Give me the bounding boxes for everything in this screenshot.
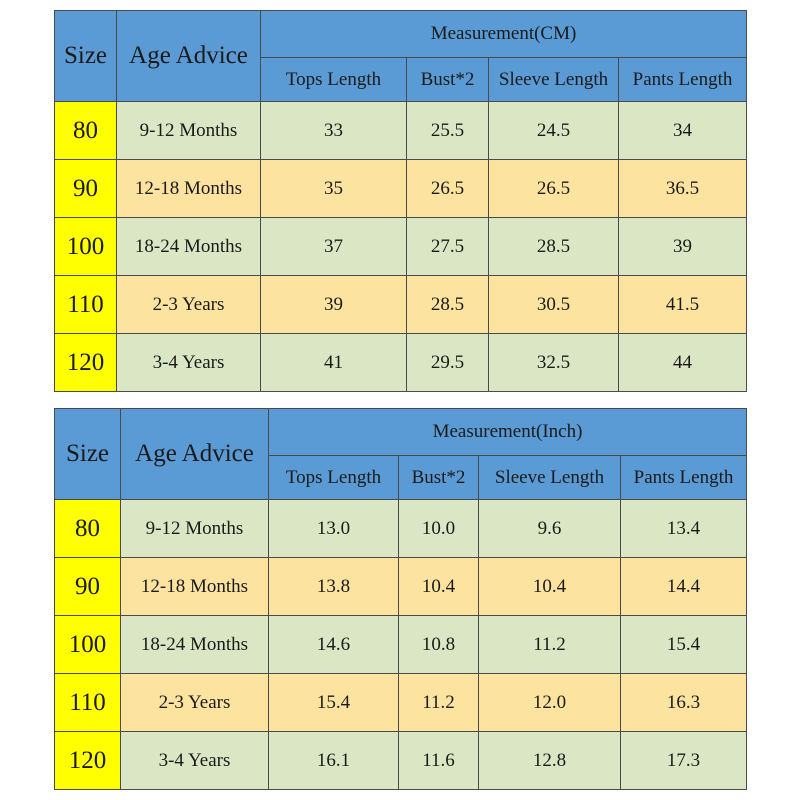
- sleeve-length-value: 12.0: [479, 674, 621, 732]
- tops-length-value: 33: [261, 102, 407, 160]
- header-sleeve-length: Sleeve Length: [479, 456, 621, 500]
- size-value: 80: [55, 102, 117, 160]
- sleeve-length-value: 26.5: [489, 160, 619, 218]
- header-tops-length: Tops Length: [269, 456, 399, 500]
- header-measurement-group: Measurement(CM): [261, 11, 747, 58]
- pants-length-value: 16.3: [621, 674, 747, 732]
- size-chart-cm: [54, 10, 747, 392]
- table-row: [55, 160, 747, 218]
- size-value: 110: [55, 276, 117, 334]
- header-measurement-group: Measurement(Inch): [269, 409, 747, 456]
- bust-value: 27.5: [407, 218, 489, 276]
- pants-length-value: 17.3: [621, 732, 747, 790]
- bust-value: 10.0: [399, 500, 479, 558]
- table-row: [55, 276, 747, 334]
- tops-length-value: 13.8: [269, 558, 399, 616]
- bust-value: 11.6: [399, 732, 479, 790]
- tops-length-value: 35: [261, 160, 407, 218]
- bust-value: 25.5: [407, 102, 489, 160]
- tops-length-value: 13.0: [269, 500, 399, 558]
- table-row: [55, 218, 747, 276]
- tops-length-value: 16.1: [269, 732, 399, 790]
- tops-length-value: 37: [261, 218, 407, 276]
- pants-length-value: 34: [619, 102, 747, 160]
- size-value: 120: [55, 732, 121, 790]
- size-value: 100: [55, 616, 121, 674]
- table-row: [55, 500, 747, 558]
- tops-length-value: 15.4: [269, 674, 399, 732]
- age-value: 18-24 Months: [117, 218, 261, 276]
- tops-length-value: 14.6: [269, 616, 399, 674]
- tops-length-value: 39: [261, 276, 407, 334]
- pants-length-value: 15.4: [621, 616, 747, 674]
- pants-length-value: 44: [619, 334, 747, 392]
- age-value: 2-3 Years: [117, 276, 261, 334]
- header-age-advice: Age Advice: [117, 11, 261, 102]
- tops-length-value: 41: [261, 334, 407, 392]
- header-age-advice: Age Advice: [121, 409, 269, 500]
- sleeve-length-value: 12.8: [479, 732, 621, 790]
- age-value: 3-4 Years: [117, 334, 261, 392]
- table-row: [55, 616, 747, 674]
- age-value: 9-12 Months: [121, 500, 269, 558]
- bust-value: 10.4: [399, 558, 479, 616]
- sleeve-length-value: 11.2: [479, 616, 621, 674]
- pants-length-value: 14.4: [621, 558, 747, 616]
- size-value: 110: [55, 674, 121, 732]
- sleeve-length-value: 10.4: [479, 558, 621, 616]
- bust-value: 29.5: [407, 334, 489, 392]
- bust-value: 11.2: [399, 674, 479, 732]
- header-size: Size: [55, 11, 117, 102]
- sleeve-length-value: 32.5: [489, 334, 619, 392]
- age-value: 3-4 Years: [121, 732, 269, 790]
- header-bust: Bust*2: [407, 58, 489, 102]
- bust-value: 28.5: [407, 276, 489, 334]
- sleeve-length-value: 30.5: [489, 276, 619, 334]
- size-value: 90: [55, 160, 117, 218]
- size-value: 80: [55, 500, 121, 558]
- sleeve-length-value: 28.5: [489, 218, 619, 276]
- pants-length-value: 39: [619, 218, 747, 276]
- size-value: 100: [55, 218, 117, 276]
- table-row: [55, 732, 747, 790]
- pants-length-value: 41.5: [619, 276, 747, 334]
- age-value: 12-18 Months: [117, 160, 261, 218]
- sleeve-length-value: 24.5: [489, 102, 619, 160]
- header-size: Size: [55, 409, 121, 500]
- table-row: [55, 102, 747, 160]
- age-value: 12-18 Months: [121, 558, 269, 616]
- age-value: 9-12 Months: [117, 102, 261, 160]
- table-row: [55, 674, 747, 732]
- age-value: 2-3 Years: [121, 674, 269, 732]
- size-value: 90: [55, 558, 121, 616]
- header-bust: Bust*2: [399, 456, 479, 500]
- pants-length-value: 13.4: [621, 500, 747, 558]
- bust-value: 26.5: [407, 160, 489, 218]
- size-chart-inch: [54, 408, 747, 790]
- age-value: 18-24 Months: [121, 616, 269, 674]
- header-sleeve-length: Sleeve Length: [489, 58, 619, 102]
- bust-value: 10.8: [399, 616, 479, 674]
- sleeve-length-value: 9.6: [479, 500, 621, 558]
- size-value: 120: [55, 334, 117, 392]
- header-pants-length: Pants Length: [621, 456, 747, 500]
- table-row: [55, 334, 747, 392]
- table-row: [55, 558, 747, 616]
- pants-length-value: 36.5: [619, 160, 747, 218]
- header-pants-length: Pants Length: [619, 58, 747, 102]
- header-tops-length: Tops Length: [261, 58, 407, 102]
